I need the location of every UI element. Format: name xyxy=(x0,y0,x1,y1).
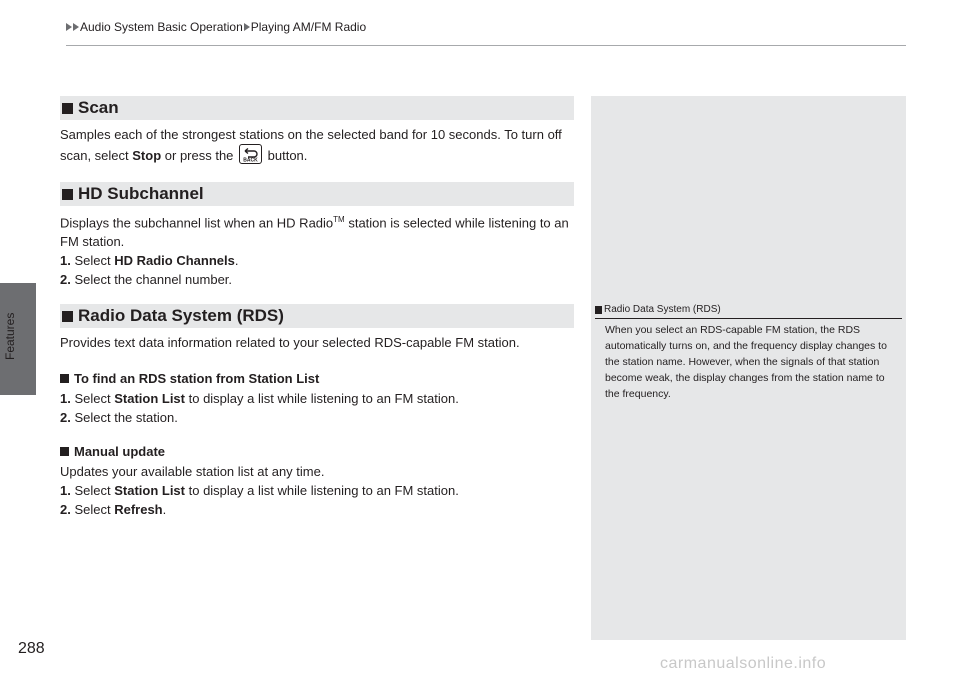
manual-update-steps xyxy=(60,462,576,519)
hd-text: Displays the subchannel list when an HD Radio xyxy=(60,215,334,231)
breadcrumb-arrow-icon xyxy=(244,23,250,31)
subheading-text: Manual update xyxy=(74,444,166,459)
reference-marker-icon xyxy=(595,306,602,314)
find-rds-steps xyxy=(60,389,576,427)
section-title: HD Subchannel xyxy=(78,184,204,203)
step-text: to display a list while listening to an FM station. xyxy=(185,391,459,406)
station-list-label: Station List xyxy=(114,391,185,406)
step-text: Select xyxy=(74,483,115,498)
manual-update-description: Updates your available station list at any time. xyxy=(60,464,325,479)
section-title: Scan xyxy=(78,98,119,117)
hd-description xyxy=(60,210,576,289)
note-title: Radio Data System (RDS) xyxy=(604,304,721,315)
hd-radio-channels-label: HD Radio Channels xyxy=(114,253,235,269)
header-divider xyxy=(66,45,906,46)
step-text: . xyxy=(162,502,167,517)
breadcrumb-arrow-icon xyxy=(73,23,79,31)
subheading-square-icon xyxy=(60,447,69,456)
back-button-icon xyxy=(239,144,262,164)
step-text: Select xyxy=(74,391,115,406)
step-number: 2. xyxy=(60,502,71,517)
svg-text:BACK: BACK xyxy=(243,157,258,163)
section-heading-scan xyxy=(60,96,574,120)
stop-label: Stop xyxy=(132,148,162,163)
breadcrumb-arrow-icon xyxy=(66,23,72,31)
page-number: 288 xyxy=(18,640,45,657)
scan-description xyxy=(60,125,576,165)
section-square-icon xyxy=(62,311,73,322)
section-heading-rds xyxy=(60,304,574,328)
station-list-label: Station List xyxy=(114,483,185,498)
section-heading-hd-subchannel xyxy=(60,182,574,206)
refresh-label: Refresh xyxy=(114,502,163,517)
note-body: When you select an RDS-capable FM station, the RDS automatically turns on, and the frequency display changes to the station name. However, when the signals of that station become weak, the display changes from the station name to the frequency. xyxy=(605,324,887,400)
section-title: Radio Data System (RDS) xyxy=(78,306,284,325)
hd-text: station is selected while listening to an FM station. xyxy=(60,215,569,250)
subheading-manual-update xyxy=(60,444,165,459)
trademark-mark: TM xyxy=(333,215,345,224)
step-number: 2. xyxy=(60,272,71,288)
step-text: Select xyxy=(74,253,115,269)
step-text: Select the channel number. xyxy=(74,272,233,288)
chapter-tab-label: Features xyxy=(3,312,17,360)
watermark: carmanualsonline.info xyxy=(660,655,827,672)
subheading-text: To find an RDS station from Station List xyxy=(74,371,320,386)
breadcrumb-item-am-fm[interactable]: Playing AM/FM Radio xyxy=(250,20,367,34)
step-number: 1. xyxy=(60,391,71,406)
step-number: 1. xyxy=(60,483,71,498)
scan-text: or press the xyxy=(161,148,238,163)
scan-text: button. xyxy=(264,148,308,163)
note-heading[interactable] xyxy=(595,304,902,315)
step-text: Select xyxy=(74,502,115,517)
scan-text: Samples each of the strongest stations on the selected band for 10 seconds. To turn off scan, select xyxy=(60,127,562,163)
step-text: . xyxy=(234,253,239,269)
step-number: 2. xyxy=(60,410,71,425)
subheading-square-icon xyxy=(60,374,69,383)
note-divider xyxy=(595,318,902,319)
subheading-find-rds-station xyxy=(60,371,319,386)
breadcrumb xyxy=(66,20,366,34)
rds-intro: Provides text data information related to your selected RDS-capable FM station. xyxy=(60,335,520,350)
breadcrumb-item-basic-operation[interactable]: Audio System Basic Operation xyxy=(80,20,243,34)
step-number: 1. xyxy=(60,253,71,269)
step-text: Select the station. xyxy=(74,410,178,425)
section-square-icon xyxy=(62,189,73,200)
section-square-icon xyxy=(62,103,73,114)
step-text: to display a list while listening to an FM station. xyxy=(185,483,459,498)
